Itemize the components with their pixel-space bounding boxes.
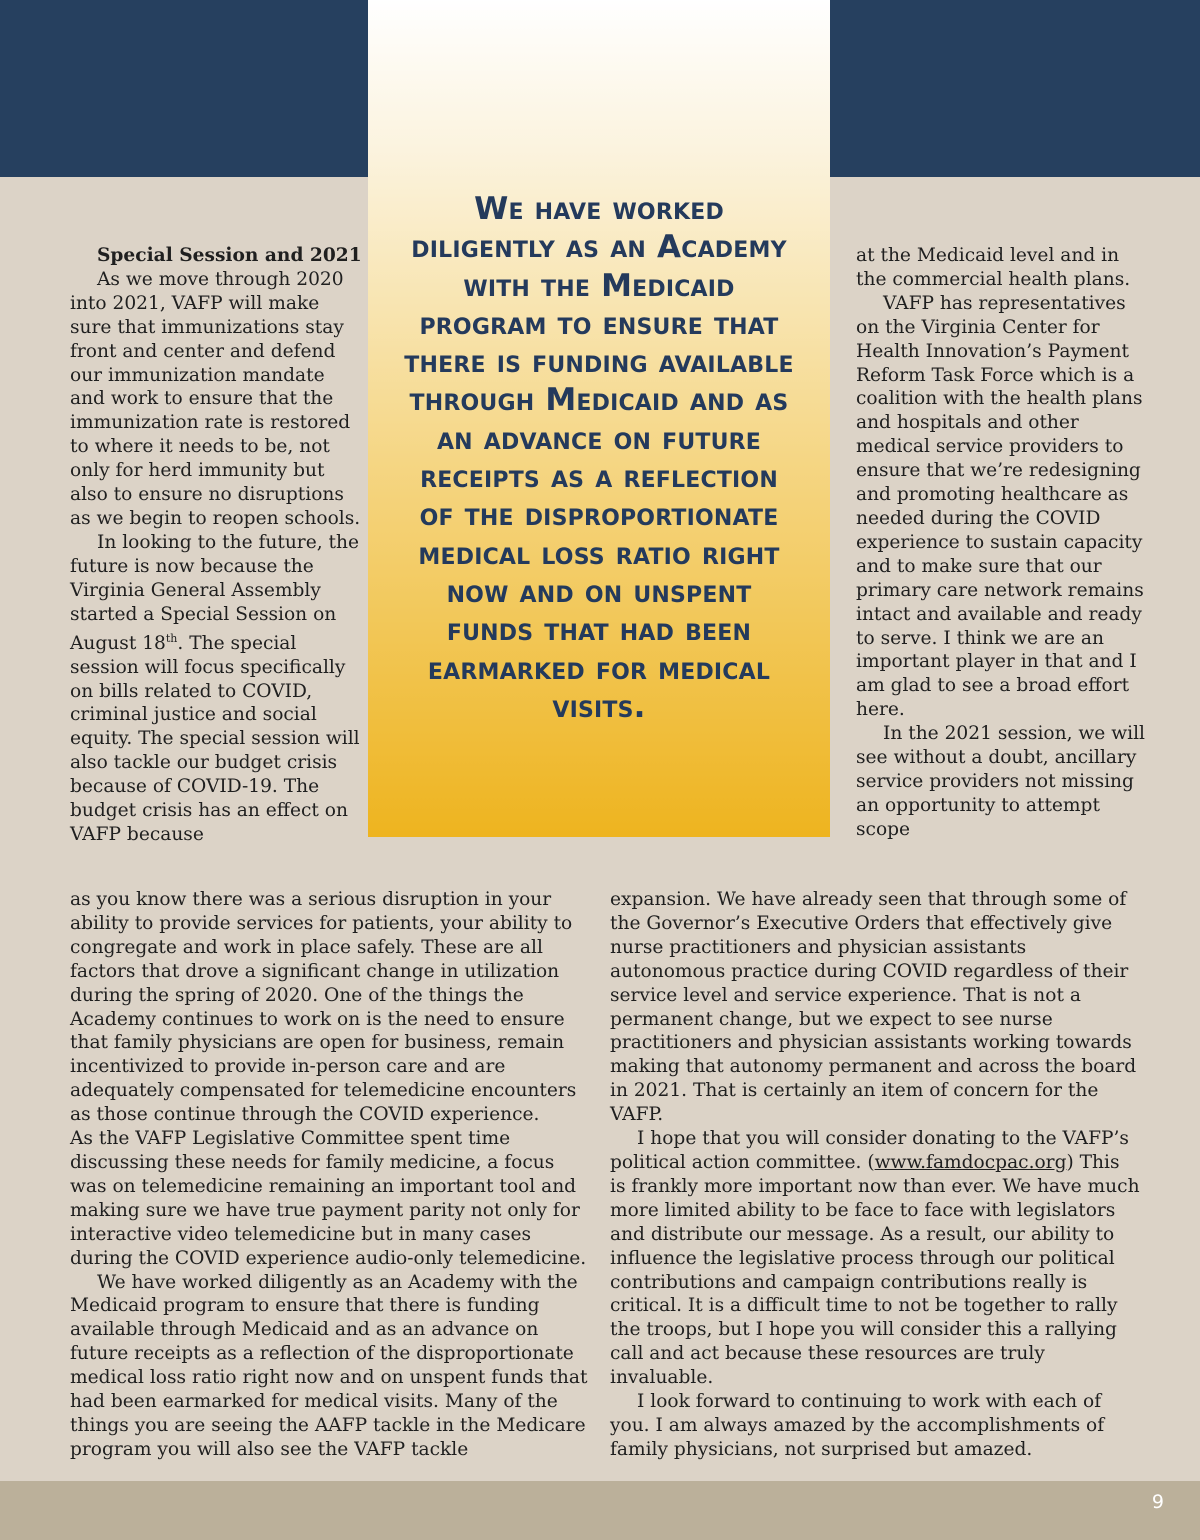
paragraph: at the Medicaid level and in the commercial health plans.	[856, 245, 1131, 290]
section-heading: Special Session and 2021	[97, 245, 362, 266]
paragraph: I look forward to continuing to work with each of you. I am always amazed by the accomplishments of family physicians, not surprised but amazed.	[610, 1391, 1105, 1460]
left-column	[70, 244, 362, 847]
lower-left-column	[70, 888, 595, 1462]
paragraph: expansion. We have already seen that through some of the Governor’s Executive Orders that effectively give nurse practitioners and physician assistants autonomous practice during COVID regardless of their service level and service experience. That is not a permanent change, but we expect to see nurse practitioners and physician assistants working towards making that autonomy permanent and across the board in 2021. That is certainly an item of concern for the VAFP.	[610, 889, 1137, 1126]
pull-quote-text: We have worked diligently as an Academy with the Medicaid program to ensure that there is funding available through Medicaid and as an advance on future receipts as a reflection of the disproportionate medical loss ratio right now and on unspent funds that had been earmarked for medical visits.	[404, 191, 794, 725]
superscript: th	[165, 631, 178, 645]
paragraph-text: ) This is frankly more important now than ever. We have much more limited ability to be face to face with legislators and distribute our message. As a result, our ability to influence the legislative process through our political contributions and campaign contributions really is critical. It is a difficult time to not be together to rally the troops, but I hope you will consider this a rallying call and act because these resources are truly invaluable.	[610, 1151, 1140, 1389]
paragraph: As the VAFP Legislative Committee spent time discussing these needs for family medicine, a focus was on telemedicine remaining an important tool and making sure we have true payment parity not only for interactive video telemedicine but in many cases during the COVID experience audio-only telemedicine.	[70, 1128, 587, 1269]
paragraph	[70, 531, 362, 847]
lower-right-column	[610, 888, 1140, 1462]
pull-quote-box	[368, 0, 830, 837]
paragraph: VAFP has representatives on the Virginia Center for Health Innovation’s Payment Reform Task Force which is a coalition with the health plans and hospitals and other medical service providers to ensure that we’re redesigning and promoting healthcare as needed during the COVID experience to sustain capacity and to make sure that our primary care network remains intact and available and ready to serve. I think we are an important player in that and I am glad to see a broad effort here.	[856, 292, 1144, 721]
footer-band	[0, 1481, 1200, 1540]
paragraph: As we move through 2020 into 2021, VAFP will make sure that immunizations stay front and center and defend our immunization mandate and work to ensure that the immunization rate is restored to where it needs to be, not only for herd immunity but also to ensure no disruptions as we begin to reopen schools.	[70, 268, 361, 529]
paragraph-text: In looking to the future, the future is now because the Virginia General Assembly started a Special Session on August 18	[70, 531, 359, 654]
right-column	[856, 244, 1146, 842]
famdocpac-link[interactable]: www.famdocpac.org	[874, 1151, 1067, 1173]
paragraph-text: I hope that you will consider donating to the VAFP’s political action committee. (	[610, 1128, 1129, 1173]
paragraph: as you know there was a serious disruption in your ability to provide services for patients, your ability to congregate and work in place safely. These are all factors that drove a significant change in utilization during the spring of 2020. One of the things the Academy continues to work on is the need to ensure that family physicians are open for business, remain incentivized to provide in-person care and are adequately compensated for telemedicine encounters as those continue through the COVID experience.	[70, 889, 577, 1126]
paragraph: We have worked diligently as an Academy with the Medicaid program to ensure that there is funding available through Medicaid and as an advance on future receipts as a reflection of the disproportionate medical loss ratio right now and on unspent funds that had been earmarked for medical visits. Many of the things you are seeing the AAFP tackle in the Medicare program you will also see the VAFP tackle	[70, 1271, 588, 1460]
paragraph: In the 2021 session, we will see without a doubt, ancillary service providers not missing an opportunity to attempt scope	[856, 723, 1145, 840]
paragraph-text: . The special session will focus specifically on bills related to COVID, criminal justice and social equity. The special session will also tackle our budget crisis because of COVID-19. The budget crisis has an effect on VAFP because	[70, 632, 360, 845]
paragraph	[610, 1127, 1140, 1390]
page-number: 9	[1151, 1491, 1164, 1513]
